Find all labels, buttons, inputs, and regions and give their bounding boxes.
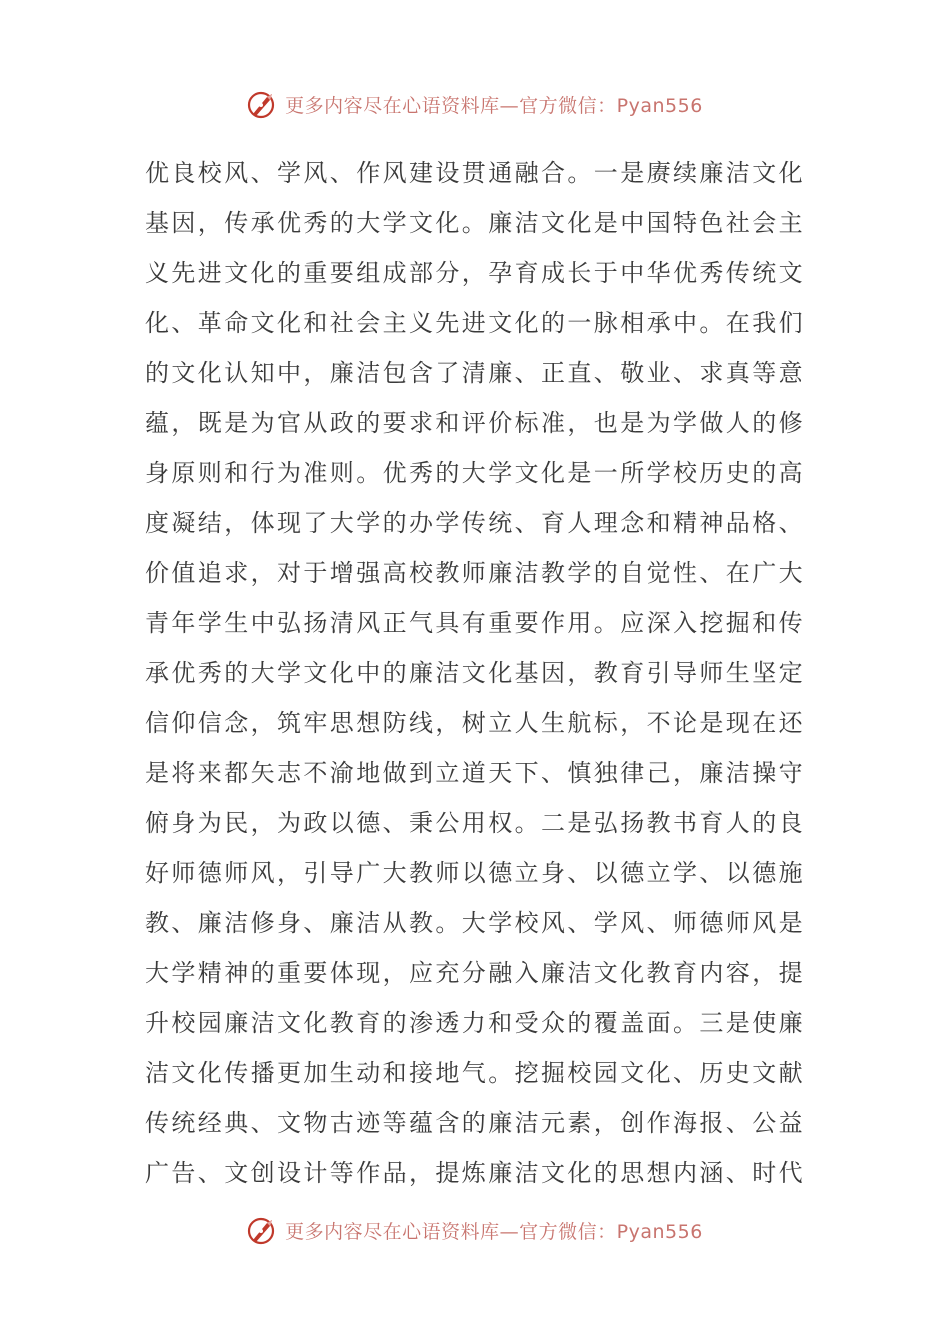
body-line: 度凝结，体现了大学的办学传统、育人理念和精神品格、 — [145, 509, 805, 537]
header-wechat-id: Pyan556 — [616, 94, 703, 117]
body-line: 承优秀的大学文化中的廉洁文化基因，教育引导师生坚定 — [145, 659, 805, 687]
footer-wechat-id: Pyan556 — [616, 1220, 703, 1243]
body-line: 化、革命文化和社会主义先进文化的一脉相承中。在我们 — [145, 309, 805, 337]
body-line: 广告、文创设计等作品，提炼廉洁文化的思想内涵、时代 — [145, 1159, 805, 1187]
body-line: 大学精神的重要体现，应充分融入廉洁文化教育内容，提 — [145, 959, 805, 987]
body-line: 俯身为民，为政以德、秉公用权。二是弘扬教书育人的良 — [145, 809, 805, 837]
header-brand-text: 更多内容尽在心语资料库—官方微信：Pyan556 — [285, 94, 703, 117]
pen-nib-circle-icon — [247, 1214, 279, 1246]
header-banner — [0, 84, 950, 124]
body-line: 身原则和行为准则。优秀的大学文化是一所学校历史的高 — [145, 459, 805, 487]
body-line: 好师德师风，引导广大教师以德立身、以德立学、以德施 — [145, 859, 805, 887]
body-line: 基因，传承优秀的大学文化。廉洁文化是中国特色社会主 — [145, 209, 805, 237]
body-line: 义先进文化的重要组成部分，孕育成长于中华优秀传统文 — [145, 259, 805, 287]
document-body — [145, 148, 810, 1198]
body-line: 的文化认知中，廉洁包含了清廉、正直、敬业、求真等意 — [145, 359, 805, 387]
footer-brand-text: 更多内容尽在心语资料库—官方微信：Pyan556 — [285, 1220, 703, 1243]
pen-nib-circle-icon — [247, 88, 279, 120]
body-line: 蕴，既是为官从政的要求和评价标准，也是为学做人的修 — [145, 409, 805, 437]
body-line: 是将来都矢志不渝地做到立道天下、慎独律己，廉洁操守 — [145, 759, 805, 787]
body-line: 信仰信念，筑牢思想防线，树立人生航标，不论是现在还 — [145, 709, 805, 737]
body-line: 传统经典、文物古迹等蕴含的廉洁元素，创作海报、公益 — [145, 1109, 805, 1137]
body-line: 升校园廉洁文化教育的渗透力和受众的覆盖面。三是使廉 — [145, 1009, 805, 1037]
body-line: 价值追求，对于增强高校教师廉洁教学的自觉性、在广大 — [145, 559, 805, 587]
body-line: 洁文化传播更加生动和接地气。挖掘校园文化、历史文献 — [145, 1059, 805, 1087]
body-line: 优良校风、学风、作风建设贯通融合。一是赓续廉洁文化 — [145, 159, 805, 187]
footer-banner — [0, 1210, 950, 1250]
body-line: 青年学生中弘扬清风正气具有重要作用。应深入挖掘和传 — [145, 609, 805, 637]
body-line: 教、廉洁修身、廉洁从教。大学校风、学风、师德师风是 — [145, 909, 805, 937]
